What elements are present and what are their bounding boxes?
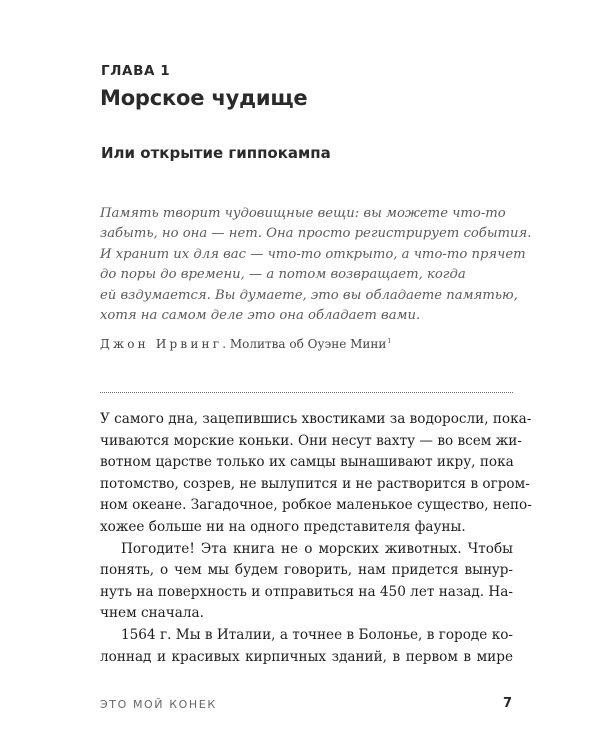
chapter-label: ГЛАВА 1 <box>101 63 171 79</box>
body-text <box>100 409 532 668</box>
chapter-title: Морское чудище <box>100 86 308 110</box>
body-line: Погодите! Эта книга не о морских животных. Чтобы <box>121 540 513 557</box>
body-line: 1564 г. Мы в Италии, а точнее в Болонье, в городе ко- <box>121 626 513 643</box>
epigraph-attribution <box>100 337 391 351</box>
epigraph-line: ей вздумается. Вы думаете, это вы обладаете памятью, <box>100 287 518 303</box>
body-line: ном океане. Загадочное, робкое маленькое существо, непо- <box>100 497 532 514</box>
footnote-mark: 1 <box>387 338 392 345</box>
epigraph-line: забыть, но она — нет. Она просто регистрирует события. <box>100 226 532 242</box>
epigraph-work: . Молитва об Оуэне Мини <box>222 337 387 351</box>
body-line: чиваются морские коньки. Они несут вахту — во всем жи- <box>100 432 522 449</box>
epigraph <box>100 204 532 326</box>
section-title: Или открытие гиппокампа <box>101 144 331 162</box>
body-line: хожее больше ни на одного представителя фауны. <box>100 518 466 535</box>
running-title: ЭТО МОЙ КОНЕК <box>100 698 217 711</box>
body-line: вотном царстве только их самцы вынашивают икру, пока <box>100 454 514 471</box>
epigraph-line: Память творит чудовищные вещи: вы можете что-то <box>100 206 506 221</box>
epigraph-line: хотя на самом деле это она обладает вами. <box>100 308 421 324</box>
dotted-divider <box>100 392 513 393</box>
epigraph-line: И хранит их для вас — что-то открыто, а что-то прячет <box>100 246 526 262</box>
epigraph-author: Джон Ирвинг <box>100 337 223 351</box>
body-line: чнем сначала. <box>100 605 204 622</box>
epigraph-line: до поры до времени, — а потом возвращает, когда <box>100 267 466 283</box>
body-line: У самого дна, зацепившись хвостиками за водоросли, пока- <box>100 411 532 427</box>
page-number: 7 <box>502 696 512 711</box>
body-line: потомство, созрев, не вылупится и не растворится в огром- <box>100 475 530 492</box>
body-line: понять, о чем мы будем говорить, нам придется вынyр- <box>100 562 513 579</box>
body-line: лоннад и красивых кирпичных зданий, в первом в мире <box>100 648 513 665</box>
body-line: нуть на поверхность и отправиться на 450 лет назад. На- <box>100 583 513 600</box>
